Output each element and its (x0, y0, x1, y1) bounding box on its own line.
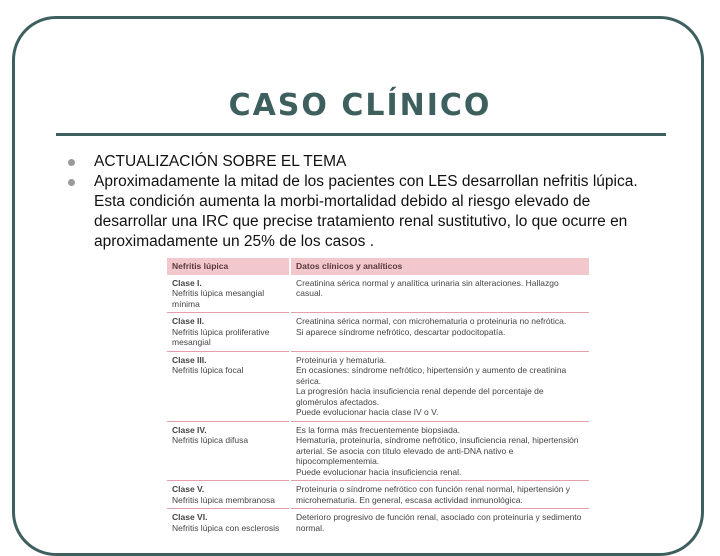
nephritis-class-cell (167, 313, 290, 352)
bullet-text: ACTUALIZACIÓN SOBRE EL TEMA (94, 153, 347, 170)
clinical-detail: Deterioro progresivo de función renal, asociado con proteinuria y sedimento normal. (296, 512, 582, 533)
clinical-detail: Proteinuria o síndrome nefrótico con función renal normal, hipertensión y microhematuria. En general, escasa actividad inmunológica. (296, 484, 571, 505)
class-type: Nefritis lúpica membranosa (172, 494, 275, 505)
table-row (167, 351, 589, 421)
clinical-data-cell (290, 421, 589, 481)
clinical-data-cell (290, 275, 589, 313)
table-row (167, 421, 589, 481)
nephritis-class-cell (167, 351, 290, 421)
class-label: Clase V. (172, 484, 205, 494)
bullet-dot-icon (68, 179, 75, 186)
clinical-detail: Puede evolucionar hacia clase IV o V. (296, 407, 439, 417)
nephritis-class-cell (167, 509, 290, 535)
nephritis-class-cell (167, 421, 290, 481)
class-type: Nefritis lúpica con esclerosis (172, 522, 280, 533)
clinical-detail: Creatinina sérica normal, con microhematuria o proteinuria no nefrótica. (296, 316, 567, 326)
clinical-data-cell (290, 509, 589, 535)
clinical-detail: Hematuria, proteinuria, síndrome nefrótico, insuficiencia renal, hipertensión arterial. Se asocia con título elevado de anti-DNA nativo e hipocomplementemia. (296, 435, 579, 466)
lupus-nephritis-table (167, 258, 589, 534)
class-label: Clase IV. (172, 424, 207, 435)
table-row (167, 481, 589, 509)
bullet-item (64, 172, 664, 252)
class-type: Nefritis lúpica difusa (172, 435, 249, 445)
clinical-detail: En ocasiones: síndrome nefrótico, hipertensión y aumento de creatinina sérica. (296, 365, 567, 386)
clinical-detail: Proteinuria y hematuria. (296, 354, 387, 365)
clinical-data-cell (290, 351, 589, 421)
bullet-list (64, 152, 664, 252)
clinical-data-cell (290, 313, 589, 352)
class-label: Clase VI. (172, 512, 208, 522)
table-header-row (167, 258, 589, 275)
table-row (167, 313, 589, 352)
slide-title: CASO CLÍNICO (228, 88, 492, 123)
table-row (167, 509, 589, 535)
class-label: Clase I. (172, 277, 202, 288)
class-label: Clase II. (172, 316, 205, 326)
bullet-dot-icon (68, 159, 75, 166)
column-header: Datos clínicos y analíticos (290, 258, 589, 275)
title-divider (56, 133, 666, 136)
class-type: Nefritis lúpica focal (172, 365, 244, 375)
class-label: Clase III. (172, 354, 207, 365)
bullet-item (64, 152, 664, 172)
clinical-detail: Si aparece síndrome nefrótico, descartar podocitopatía. (296, 326, 506, 337)
class-type: Nefritis lúpica proliferative mesangial (172, 326, 270, 347)
table-row (167, 275, 589, 313)
bullet-text: Aproximadamente la mitad de los pacientes con LES desarrollan nefritis lúpica. Esta condición aumenta la morbi-mortalidad debido al riesgo elevado de desarrollar una IRC que precise tratamiento renal sustitutivo, lo que ocurre en aproximadamente un 25% de los casos . (94, 173, 638, 250)
clinical-detail: Creatinina sérica normal y analítica urinaria sin alteraciones. Hallazgo casual. (296, 277, 559, 298)
column-header: Nefritis lúpica (167, 258, 290, 275)
class-type: Nefritis lúpica mesangial mínima (172, 288, 265, 309)
nephritis-class-cell (167, 481, 290, 509)
clinical-detail: La progresión hacia insuficiencia renal depende del porcentaje de glomérulos afectados. (296, 386, 544, 407)
clinical-detail: Es la forma más frecuentemente biopsiada. (296, 424, 460, 435)
clinical-detail: Puede evolucionar hacia insuficiencia renal. (296, 466, 462, 477)
clinical-data-cell (290, 481, 589, 509)
nephritis-class-cell (167, 275, 290, 313)
